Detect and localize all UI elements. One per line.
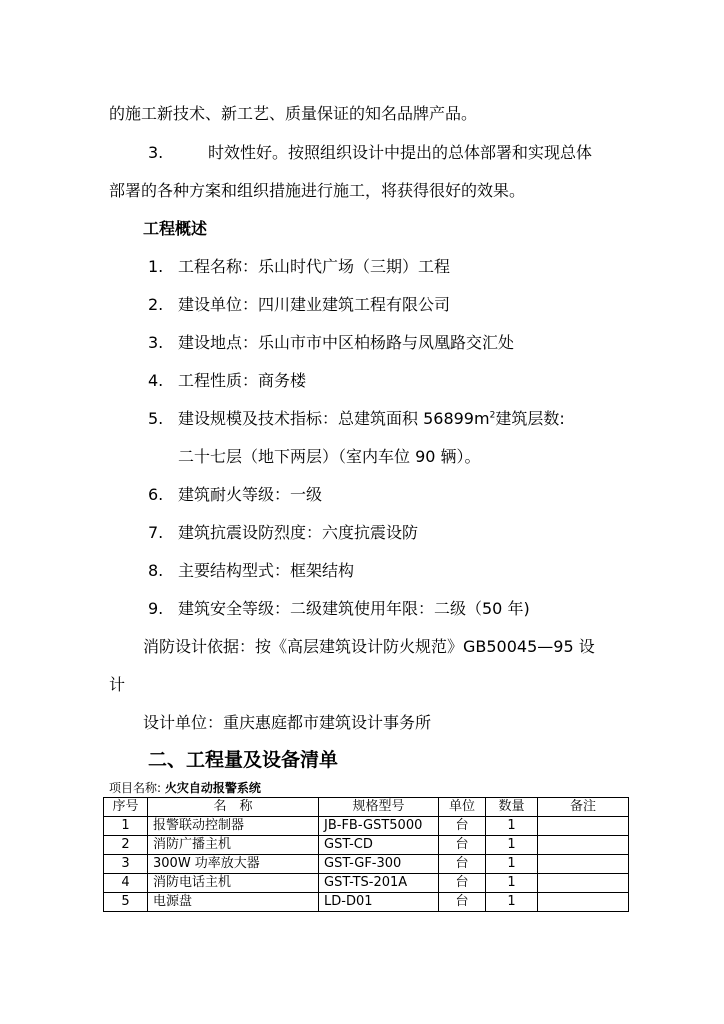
item-text: 建设单位：四川建业建筑工程有限公司 — [178, 295, 451, 314]
cell-index: 1 — [104, 817, 148, 836]
overview-item-8 — [148, 561, 354, 581]
cell-name: 消防电话主机 — [148, 874, 319, 893]
project-label: 项目名称: — [109, 781, 162, 795]
item-number: 1. — [148, 257, 164, 276]
header-quantity: 数量 — [486, 798, 538, 817]
cell-quantity: 1 — [486, 893, 538, 912]
superscript: 2 — [489, 410, 496, 421]
cell-name: 报警联动控制器 — [148, 817, 319, 836]
cell-model: GST-CD — [319, 836, 439, 855]
header-unit: 单位 — [439, 798, 486, 817]
design-basis-line-1: 消防设计依据：按《高层建筑设计防火规范》GB50045—95 设 — [143, 637, 595, 656]
intro-line-3: 部署的各种方案和组织措施进行施工，将获得很好的效果。 — [109, 181, 526, 200]
cell-remarks — [538, 836, 629, 855]
cell-remarks — [538, 817, 629, 836]
table-header-row — [104, 798, 629, 817]
cell-index: 4 — [104, 874, 148, 893]
overview-item-1 — [148, 257, 450, 277]
equipment-table — [103, 797, 629, 912]
overview-item-6 — [148, 485, 322, 505]
item-number: 6. — [148, 485, 164, 504]
header-remarks: 备注 — [538, 798, 629, 817]
table-row — [104, 893, 629, 912]
item-text: 建筑耐火等级：一级 — [178, 485, 323, 504]
item-number: 3. — [148, 333, 164, 352]
item-text: 建筑抗震设防烈度：六度抗震设防 — [178, 523, 419, 542]
item-text: 建筑安全等级：二级建筑使用年限：二级（50 年) — [178, 599, 530, 618]
table-row — [104, 874, 629, 893]
section-heading: 二、工程量及设备清单 — [148, 749, 339, 771]
cell-index: 3 — [104, 855, 148, 874]
header-model: 规格型号 — [319, 798, 439, 817]
table-row — [104, 817, 629, 836]
cell-unit: 台 — [439, 874, 486, 893]
overview-item-5 — [148, 409, 565, 429]
design-unit: 设计单位：重庆惠庭都市建筑设计事务所 — [143, 713, 432, 732]
cell-remarks — [538, 893, 629, 912]
cell-unit: 台 — [439, 893, 486, 912]
cell-name: 300W 功率放大器 — [148, 855, 319, 874]
cell-quantity: 1 — [486, 874, 538, 893]
point-number: 3. — [148, 143, 164, 162]
cell-remarks — [538, 874, 629, 893]
intro-point-3 — [148, 143, 592, 163]
table-row — [104, 855, 629, 874]
item-number: 5. — [148, 409, 164, 428]
overview-item-7 — [148, 523, 418, 543]
item-number: 7. — [148, 523, 164, 542]
item-number: 9. — [148, 599, 164, 618]
item-number: 8. — [148, 561, 164, 580]
overview-item-2 — [148, 295, 450, 315]
overview-heading: 工程概述 — [143, 219, 208, 238]
cell-index: 2 — [104, 836, 148, 855]
cell-model: GST-TS-201A — [319, 874, 439, 893]
cell-quantity: 1 — [486, 836, 538, 855]
overview-item-3 — [148, 333, 514, 353]
table-row — [104, 836, 629, 855]
cell-model: LD-D01 — [319, 893, 439, 912]
item-number: 2. — [148, 295, 164, 314]
item-text: 主要结构型式：框架结构 — [178, 561, 355, 580]
project-name-line — [109, 780, 261, 796]
item-text: 建设地点：乐山市市中区柏杨路与凤凰路交汇处 — [178, 333, 515, 352]
cell-remarks — [538, 855, 629, 874]
cell-unit: 台 — [439, 855, 486, 874]
cell-index: 5 — [104, 893, 148, 912]
project-name: 火灾自动报警系统 — [164, 781, 261, 795]
cell-model: GST-GF-300 — [319, 855, 439, 874]
point-text: 时效性好。按照组织设计中提出的总体部署和实现总体 — [208, 143, 593, 162]
header-index: 序号 — [104, 798, 148, 817]
design-basis-line-2: 计 — [109, 675, 126, 694]
header-name: 名 称 — [148, 798, 319, 817]
intro-line-1: 的施工新技术、新工艺、质量保证的知名品牌产品。 — [109, 104, 478, 123]
overview-item-4 — [148, 371, 306, 391]
cell-quantity: 1 — [486, 817, 538, 836]
overview-item-5-continued: 二十七层（地下两层）（室内车位 90 辆）。 — [178, 447, 481, 466]
cell-model: JB-FB-GST5000 — [319, 817, 439, 836]
cell-unit: 台 — [439, 836, 486, 855]
item-text: 建设规模及技术指标：总建筑面积 56899m — [178, 409, 490, 428]
item-text: 工程名称：乐山时代广场（三期）工程 — [178, 257, 451, 276]
cell-name: 电源盘 — [148, 893, 319, 912]
item-text: 工程性质：商务楼 — [178, 371, 307, 390]
cell-name: 消防广播主机 — [148, 836, 319, 855]
overview-item-9 — [148, 599, 530, 619]
cell-unit: 台 — [439, 817, 486, 836]
item-text-cont: 建筑层数: — [495, 409, 565, 428]
cell-quantity: 1 — [486, 855, 538, 874]
item-number: 4. — [148, 371, 164, 390]
